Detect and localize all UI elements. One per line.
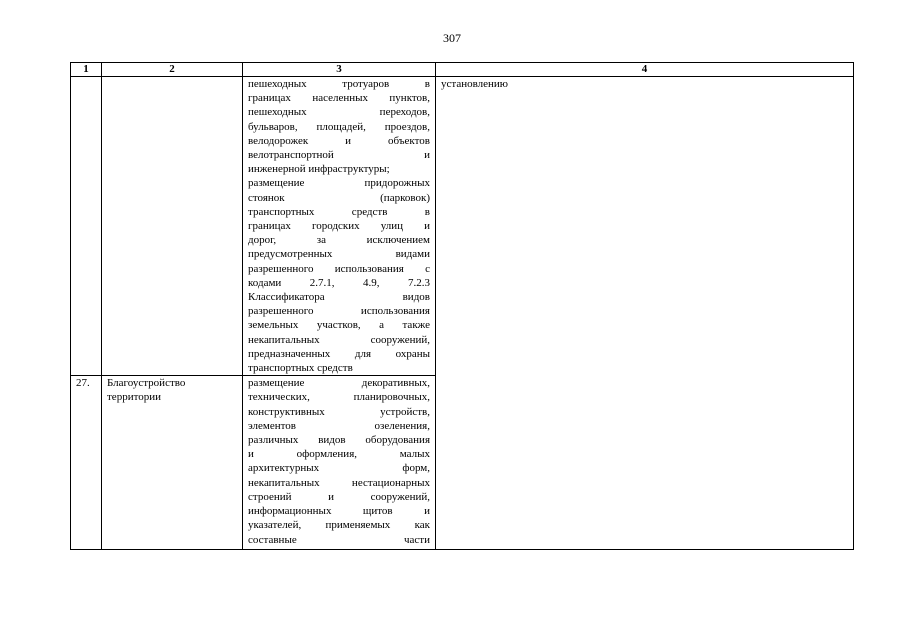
description-line: предусмотренных видами (248, 248, 430, 261)
description-line: и оформления, малых (248, 448, 430, 461)
description-line: разрешенного использования (248, 305, 430, 318)
description-line: земельных участков, а также (248, 319, 430, 332)
table-header-row (71, 63, 854, 77)
description-line: некапитальных нестационарных (248, 476, 430, 489)
column-header-1: 1 (71, 63, 102, 77)
description-line: размещение придорожных (248, 177, 430, 190)
description-line: указателей, применяемых как (248, 519, 430, 532)
parameters-cell: установлению (436, 77, 854, 550)
description-line: границах населенных пунктов, (248, 92, 430, 105)
description-line: пешеходных переходов, (248, 106, 430, 119)
description-line: предназначенных для охраны (248, 347, 430, 360)
description-line: размещение декоративных, (248, 377, 430, 390)
description-line: строений и сооружений, (248, 490, 430, 503)
description-line: дорог, за исключением (248, 234, 430, 247)
description-line: элементов озеленения, (248, 419, 430, 432)
description-line: технических, планировочных, (248, 391, 430, 404)
description-line: Классификатора видов (248, 291, 430, 304)
description-line: пешеходных тротуаров в (248, 78, 430, 90)
column-header-4: 4 (436, 63, 854, 77)
description-line: разрешенного использования с (248, 262, 430, 275)
use-description-cell (243, 77, 436, 376)
description-line: бульваров, площадей, проездов, (248, 120, 430, 133)
row-number-cell (71, 77, 102, 376)
description-line: транспортных средств в (248, 205, 430, 218)
description-line: конструктивных устройств, (248, 405, 430, 418)
use-name-cell (102, 77, 243, 376)
page-number: 307 (443, 31, 461, 45)
description-line: архитектурных форм, (248, 462, 430, 475)
table-row-continuation (71, 77, 854, 376)
description-line: информационных щитов и (248, 505, 430, 518)
description-line: велотранспортной и (248, 149, 430, 162)
description-line: различных видов оборудования (248, 434, 430, 447)
use-description-cell (243, 376, 436, 550)
description-line: инженерной инфраструктуры; (248, 163, 390, 176)
column-header-2: 2 (102, 63, 243, 77)
description-line: кодами 2.7.1, 4.9, 7.2.3 (248, 276, 430, 289)
description-line: транспортных средств (248, 362, 353, 375)
description-line: границах городских улиц и (248, 220, 430, 233)
description-line: стоянок (парковок) (248, 191, 430, 204)
description-line: велодорожек и объектов (248, 134, 430, 147)
row-number-cell: 27. (71, 376, 102, 550)
description-line: некапитальных сооружений, (248, 333, 430, 346)
column-header-3: 3 (243, 63, 436, 77)
regulations-table (70, 62, 854, 550)
description-line: составные части (248, 533, 430, 546)
use-name-cell: Благоустройство территории (102, 376, 243, 550)
